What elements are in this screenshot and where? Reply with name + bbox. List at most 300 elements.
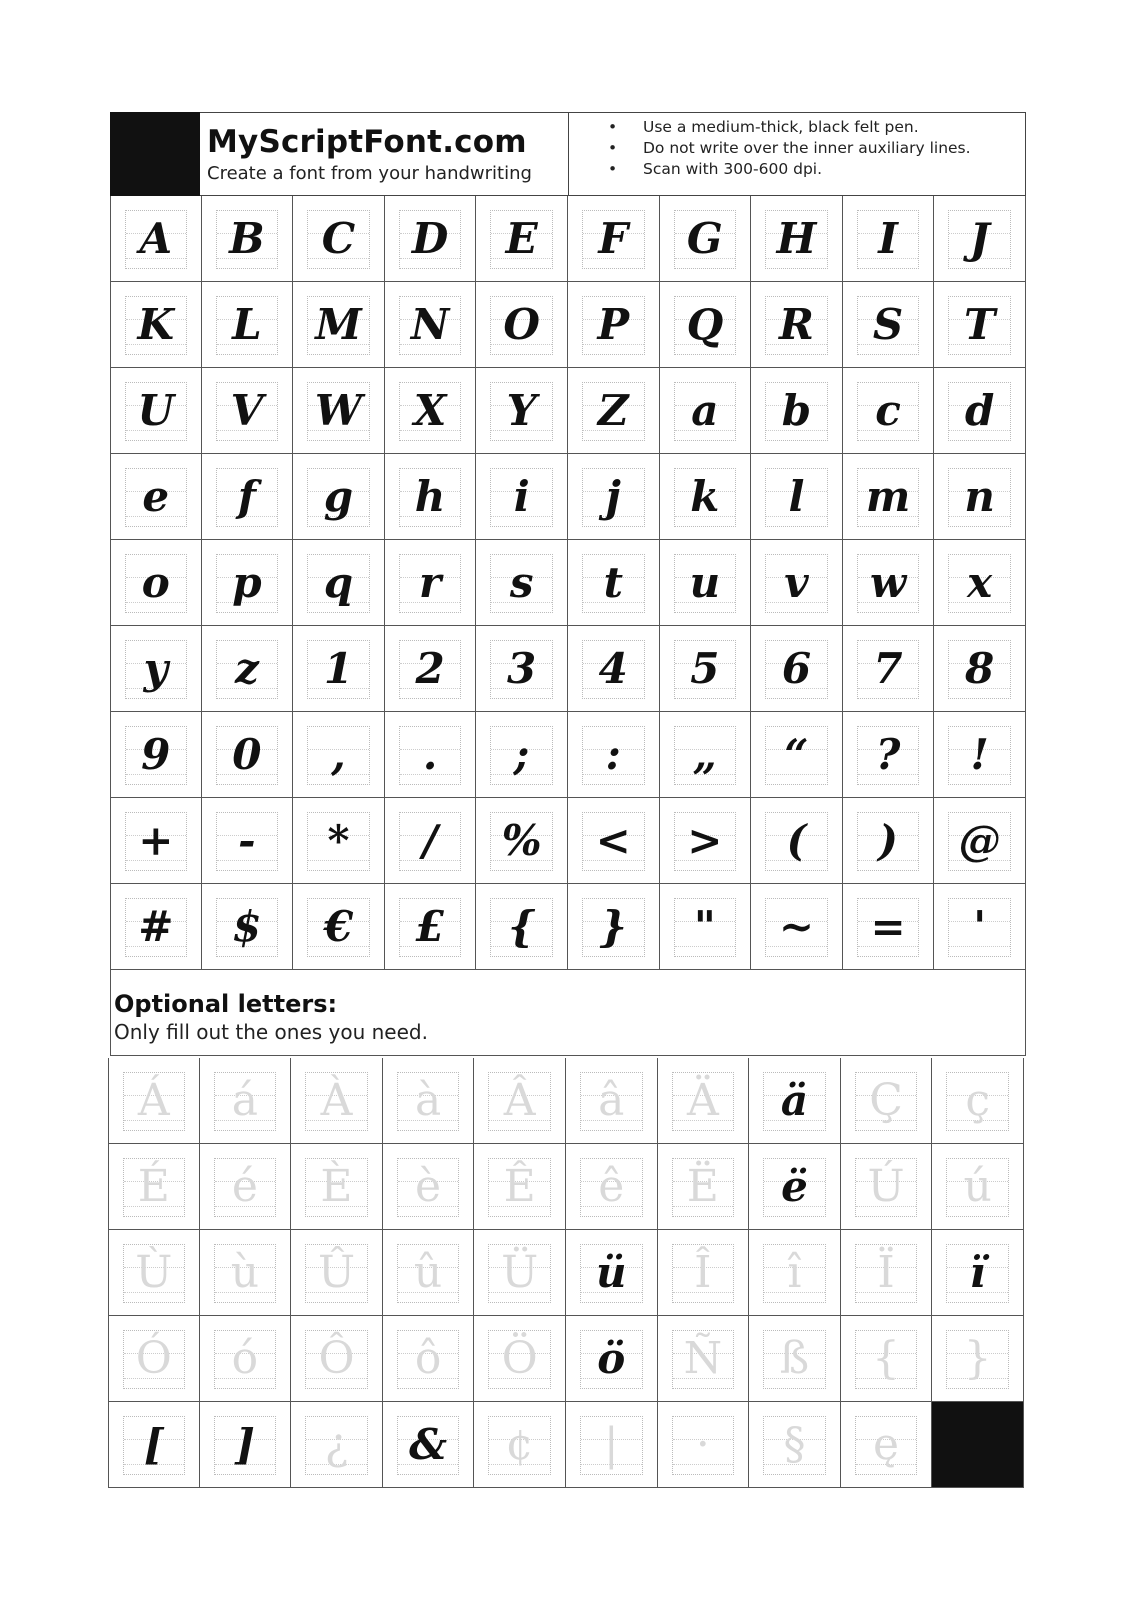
- grid-row: [108, 1144, 1024, 1230]
- glyph-cell: [202, 368, 294, 454]
- glyph-cell: [385, 454, 477, 540]
- template-glyph: ¿: [324, 1419, 349, 1470]
- glyph-cell: [202, 884, 294, 970]
- handwritten-glyph: :: [605, 730, 622, 779]
- glyph-cell: [291, 1230, 383, 1316]
- handwritten-glyph: {: [508, 902, 536, 951]
- glyph-cell: [291, 1144, 383, 1230]
- glyph-cell: [843, 368, 935, 454]
- template-glyph: Ô: [318, 1333, 355, 1384]
- handwritten-glyph: 2: [415, 644, 445, 693]
- template-glyph: ó: [231, 1333, 259, 1384]
- handwritten-glyph: l: [788, 472, 805, 521]
- handwritten-glyph: [: [143, 1420, 164, 1469]
- template-glyph: â: [598, 1075, 625, 1126]
- glyph-cell: [566, 1316, 658, 1402]
- glyph-cell: [749, 1402, 841, 1488]
- handwritten-glyph: 7: [873, 644, 903, 693]
- glyph-cell: [110, 626, 202, 712]
- glyph-cell: [566, 1144, 658, 1230]
- template-glyph: §: [783, 1419, 806, 1470]
- glyph-cell: [751, 626, 843, 712]
- grid-row: [110, 712, 1026, 798]
- glyph-cell: [843, 798, 935, 884]
- handwritten-glyph: O: [503, 300, 540, 349]
- glyph-cell: [110, 798, 202, 884]
- glyph-cell: [843, 884, 935, 970]
- bullet-icon: •: [608, 139, 618, 157]
- glyph-cell: [843, 626, 935, 712]
- glyph-cell: [476, 368, 568, 454]
- handwritten-glyph: ): [878, 816, 898, 865]
- template-glyph: Ç: [869, 1075, 903, 1126]
- handwritten-glyph: Z: [597, 386, 629, 435]
- optional-character-grid: [108, 1058, 1024, 1488]
- glyph-cell: [476, 884, 568, 970]
- instructions-list: [603, 117, 971, 180]
- template-glyph: Î: [694, 1247, 712, 1298]
- brand-tagline: Create a font from your handwriting: [207, 163, 532, 184]
- template-glyph: ç: [965, 1075, 990, 1126]
- glyph-cell: [932, 1230, 1024, 1316]
- glyph-cell: [658, 1230, 750, 1316]
- handwritten-glyph: €: [323, 902, 354, 951]
- handwritten-glyph: d: [964, 386, 995, 435]
- glyph-cell: [476, 454, 568, 540]
- handwritten-glyph: “: [784, 730, 809, 779]
- glyph-cell: [383, 1058, 475, 1144]
- instruction-item: • Scan with 300-600 dpi.: [608, 160, 823, 178]
- handwritten-glyph: %: [501, 816, 542, 865]
- handwritten-glyph: !: [970, 730, 989, 779]
- glyph-cell: [568, 540, 660, 626]
- handwritten-glyph: ;: [513, 730, 530, 779]
- handwritten-glyph: +: [138, 816, 174, 865]
- glyph-cell: [385, 626, 477, 712]
- template-glyph: û: [413, 1247, 443, 1298]
- glyph-cell: [568, 884, 660, 970]
- glyph-cell: [841, 1316, 933, 1402]
- glyph-cell: [476, 282, 568, 368]
- glyph-cell: [934, 540, 1026, 626]
- handwritten-glyph: U: [137, 386, 175, 435]
- handwritten-glyph: K: [137, 300, 175, 349]
- glyph-cell: [385, 282, 477, 368]
- optional-title: Optional letters:: [114, 990, 338, 1018]
- glyph-cell: [751, 540, 843, 626]
- glyph-cell: [383, 1316, 475, 1402]
- template-glyph: Ï: [877, 1247, 895, 1298]
- handwritten-glyph: 1: [323, 644, 354, 693]
- handwritten-glyph: G: [686, 214, 723, 263]
- glyph-cell: [291, 1402, 383, 1488]
- handwritten-glyph: v: [784, 558, 809, 607]
- template-glyph: ę: [873, 1419, 900, 1470]
- glyph-cell: [841, 1058, 933, 1144]
- glyph-cell: [385, 368, 477, 454]
- grid-row: [110, 454, 1026, 540]
- handwritten-glyph: 4: [598, 644, 628, 693]
- glyph-cell: [476, 540, 568, 626]
- template-glyph: Ä: [686, 1075, 719, 1126]
- grid-row: [110, 196, 1026, 282]
- instruction-item: • Use a medium-thick, black felt pen.: [608, 118, 919, 136]
- glyph-cell: [934, 712, 1026, 798]
- template-glyph: á: [231, 1075, 258, 1126]
- template-glyph: {: [872, 1333, 901, 1384]
- glyph-cell: [934, 196, 1026, 282]
- glyph-cell: [751, 282, 843, 368]
- template-glyph: É: [137, 1161, 170, 1212]
- handwritten-glyph: S: [872, 300, 904, 349]
- bullet-icon: •: [608, 118, 618, 136]
- glyph-cell: [934, 798, 1026, 884]
- glyph-cell: [474, 1058, 566, 1144]
- handwritten-glyph: *: [327, 816, 350, 865]
- handwritten-glyph: T: [964, 300, 996, 349]
- handwritten-glyph: ü: [595, 1248, 627, 1297]
- glyph-cell: [202, 540, 294, 626]
- glyph-cell: [934, 626, 1026, 712]
- glyph-cell: [934, 368, 1026, 454]
- glyph-cell: [658, 1402, 750, 1488]
- glyph-cell: [202, 454, 294, 540]
- template-glyph: È: [320, 1161, 353, 1212]
- glyph-cell: [291, 1316, 383, 1402]
- handwritten-glyph: g: [323, 472, 354, 521]
- optional-subtitle: Only fill out the ones you need.: [114, 1020, 428, 1044]
- glyph-cell: [110, 454, 202, 540]
- handwritten-glyph: ]: [234, 1420, 255, 1469]
- glyph-cell: [474, 1144, 566, 1230]
- handwritten-glyph: „: [692, 730, 717, 779]
- glyph-cell: [843, 454, 935, 540]
- handwritten-glyph: .: [422, 730, 438, 779]
- template-glyph: Ó: [135, 1333, 172, 1384]
- glyph-cell: [566, 1058, 658, 1144]
- handwritten-glyph: ä: [780, 1076, 809, 1125]
- glyph-cell: [108, 1230, 200, 1316]
- glyph-cell: [934, 884, 1026, 970]
- character-grid: [110, 196, 1026, 970]
- filled-corner-cell: [932, 1402, 1024, 1488]
- glyph-cell: [660, 368, 752, 454]
- glyph-cell: [841, 1402, 933, 1488]
- handwritten-glyph: ë: [781, 1162, 808, 1211]
- handwritten-glyph: /: [422, 816, 438, 865]
- handwritten-glyph: A: [139, 214, 173, 263]
- template-glyph: à: [414, 1075, 442, 1126]
- handwritten-glyph: $: [232, 902, 262, 951]
- handwritten-glyph: j: [605, 472, 621, 521]
- handwritten-glyph: ï: [969, 1248, 986, 1297]
- glyph-cell: [841, 1230, 933, 1316]
- handwritten-glyph: f: [237, 472, 256, 521]
- handwritten-glyph: D: [411, 214, 449, 263]
- grid-row: [108, 1058, 1024, 1144]
- glyph-cell: [751, 454, 843, 540]
- glyph-cell: [476, 626, 568, 712]
- template-glyph: Â: [503, 1075, 536, 1126]
- glyph-cell: [108, 1144, 200, 1230]
- handwritten-glyph: }: [599, 902, 627, 951]
- glyph-cell: [658, 1316, 750, 1402]
- glyph-cell: [934, 282, 1026, 368]
- glyph-cell: [658, 1144, 750, 1230]
- template-glyph: À: [320, 1075, 353, 1126]
- glyph-cell: [110, 884, 202, 970]
- handwritten-glyph: 3: [507, 644, 537, 693]
- glyph-cell: [660, 712, 752, 798]
- handwritten-glyph: #: [138, 902, 174, 951]
- glyph-cell: [293, 798, 385, 884]
- glyph-cell: [568, 798, 660, 884]
- handwritten-glyph: b: [781, 386, 812, 435]
- handwritten-glyph: i: [513, 472, 530, 521]
- glyph-cell: [932, 1316, 1024, 1402]
- glyph-cell: [383, 1402, 475, 1488]
- glyph-cell: [843, 196, 935, 282]
- glyph-cell: [383, 1144, 475, 1230]
- grid-row: [110, 626, 1026, 712]
- glyph-cell: [202, 196, 294, 282]
- glyph-cell: [660, 282, 752, 368]
- template-glyph: |: [603, 1419, 619, 1470]
- glyph-cell: [385, 540, 477, 626]
- template-glyph: Á: [137, 1075, 170, 1126]
- glyph-cell: [200, 1058, 292, 1144]
- handwritten-glyph: I: [878, 214, 898, 263]
- handwritten-glyph: o: [141, 558, 170, 607]
- glyph-cell: [568, 282, 660, 368]
- glyph-cell: [202, 712, 294, 798]
- handwritten-glyph: X: [413, 386, 447, 435]
- handwritten-glyph: h: [414, 472, 446, 521]
- handwritten-glyph: H: [776, 214, 817, 263]
- grid-row: [110, 368, 1026, 454]
- handwritten-glyph: 0: [232, 730, 262, 779]
- template-glyph: Ö: [501, 1333, 538, 1384]
- glyph-cell: [476, 196, 568, 282]
- glyph-cell: [202, 626, 294, 712]
- handwritten-glyph: 8: [965, 644, 995, 693]
- glyph-cell: [108, 1402, 200, 1488]
- template-glyph: ¢: [505, 1419, 534, 1470]
- handwritten-glyph: B: [229, 214, 265, 263]
- grid-row: [110, 884, 1026, 970]
- glyph-cell: [108, 1316, 200, 1402]
- handwritten-glyph: R: [779, 300, 814, 349]
- handwritten-glyph: e: [142, 472, 170, 521]
- handwritten-glyph: E: [505, 214, 538, 263]
- handwritten-glyph: F: [598, 214, 629, 263]
- handwritten-glyph: -: [238, 816, 256, 865]
- handwritten-glyph: @: [958, 816, 1001, 865]
- template-glyph: Û: [317, 1247, 356, 1298]
- handwritten-glyph: (: [786, 816, 807, 865]
- glyph-cell: [474, 1316, 566, 1402]
- handwritten-glyph: V: [230, 386, 264, 435]
- glyph-cell: [934, 454, 1026, 540]
- handwritten-glyph: y: [143, 644, 168, 693]
- handwritten-glyph: Q: [686, 300, 724, 349]
- grid-row: [110, 798, 1026, 884]
- handwritten-glyph: u: [689, 558, 721, 607]
- instruction-item: • Do not write over the inner auxiliary lines.: [608, 139, 971, 157]
- glyph-cell: [200, 1402, 292, 1488]
- glyph-cell: [202, 282, 294, 368]
- handwritten-glyph: >: [687, 816, 723, 865]
- glyph-cell: [932, 1058, 1024, 1144]
- grid-row: [110, 282, 1026, 368]
- handwritten-glyph: &: [409, 1420, 448, 1469]
- template-glyph: Ë: [686, 1161, 719, 1212]
- glyph-cell: [293, 282, 385, 368]
- template-glyph: ·: [695, 1419, 710, 1470]
- handwritten-glyph: q: [323, 558, 354, 607]
- handwritten-glyph: P: [597, 300, 630, 349]
- glyph-cell: [568, 454, 660, 540]
- template-glyph: Ù: [135, 1247, 173, 1298]
- glyph-cell: [932, 1144, 1024, 1230]
- handwritten-glyph: n: [964, 472, 995, 521]
- template-glyph: Ú: [867, 1161, 905, 1212]
- handwritten-glyph: ,: [331, 730, 346, 779]
- handwritten-glyph: £: [415, 902, 445, 951]
- handwritten-glyph: ö: [597, 1334, 626, 1383]
- grid-row: [110, 540, 1026, 626]
- handwritten-glyph: <: [595, 816, 631, 865]
- glyph-cell: [200, 1230, 292, 1316]
- handwritten-glyph: N: [410, 300, 450, 349]
- template-glyph: ú: [963, 1161, 992, 1212]
- glyph-cell: [841, 1144, 933, 1230]
- handwritten-glyph: k: [690, 472, 720, 521]
- glyph-cell: [751, 798, 843, 884]
- glyph-cell: [108, 1058, 200, 1144]
- handwritten-glyph: L: [232, 300, 262, 349]
- handwritten-glyph: Y: [506, 386, 537, 435]
- glyph-cell: [385, 196, 477, 282]
- handwritten-glyph: w: [869, 558, 907, 607]
- glyph-cell: [749, 1058, 841, 1144]
- handwritten-glyph: a: [691, 386, 719, 435]
- glyph-cell: [660, 884, 752, 970]
- template-glyph: è: [415, 1161, 442, 1212]
- glyph-cell: [293, 540, 385, 626]
- glyph-cell: [749, 1316, 841, 1402]
- handwritten-glyph: m: [865, 472, 911, 521]
- handwritten-glyph: c: [875, 386, 901, 435]
- corner-marker: [110, 112, 200, 196]
- handwritten-glyph: C: [321, 214, 356, 263]
- handwritten-glyph: s: [509, 558, 534, 607]
- grid-row: [108, 1316, 1024, 1402]
- glyph-cell: [385, 712, 477, 798]
- glyph-cell: [568, 368, 660, 454]
- bullet-icon: •: [608, 160, 618, 178]
- glyph-cell: [749, 1230, 841, 1316]
- glyph-cell: [660, 626, 752, 712]
- handwritten-glyph: 5: [690, 644, 720, 693]
- glyph-cell: [568, 626, 660, 712]
- handwritten-glyph: 6: [781, 644, 812, 693]
- glyph-cell: [385, 798, 477, 884]
- handwritten-glyph: r: [419, 558, 442, 607]
- template-glyph: Ê: [503, 1161, 536, 1212]
- glyph-cell: [843, 282, 935, 368]
- template-glyph: ù: [230, 1247, 260, 1298]
- template-glyph: ß: [779, 1333, 810, 1384]
- glyph-cell: [293, 712, 385, 798]
- glyph-cell: [660, 540, 752, 626]
- glyph-cell: [751, 884, 843, 970]
- handwritten-glyph: 9: [141, 730, 171, 779]
- handwritten-glyph: ~: [778, 902, 815, 951]
- handwritten-glyph: ': [973, 902, 987, 951]
- glyph-cell: [568, 712, 660, 798]
- glyph-cell: [749, 1144, 841, 1230]
- glyph-cell: [110, 712, 202, 798]
- glyph-cell: [293, 368, 385, 454]
- grid-row: [108, 1402, 1024, 1488]
- glyph-cell: [843, 540, 935, 626]
- glyph-cell: [474, 1402, 566, 1488]
- glyph-cell: [476, 712, 568, 798]
- handwritten-glyph: p: [232, 558, 262, 607]
- template-glyph: ê: [598, 1161, 625, 1212]
- glyph-cell: [293, 884, 385, 970]
- glyph-cell: [660, 798, 752, 884]
- template-glyph: é: [231, 1161, 258, 1212]
- template-glyph: ô: [414, 1333, 442, 1384]
- glyph-cell: [293, 196, 385, 282]
- handwritten-glyph: W: [314, 386, 363, 435]
- glyph-cell: [293, 626, 385, 712]
- handwritten-glyph: =: [870, 902, 906, 951]
- handwritten-glyph: ": [693, 902, 716, 951]
- glyph-cell: [385, 884, 477, 970]
- glyph-cell: [383, 1230, 475, 1316]
- glyph-cell: [474, 1230, 566, 1316]
- glyph-cell: [110, 282, 202, 368]
- template-glyph: }: [963, 1333, 992, 1384]
- glyph-cell: [751, 196, 843, 282]
- handwritten-glyph: ?: [875, 730, 901, 779]
- glyph-cell: [110, 196, 202, 282]
- handwritten-glyph: z: [234, 644, 259, 693]
- template-glyph: Ñ: [683, 1333, 723, 1384]
- glyph-cell: [293, 454, 385, 540]
- glyph-cell: [658, 1058, 750, 1144]
- glyph-cell: [110, 368, 202, 454]
- glyph-cell: [566, 1402, 658, 1488]
- glyph-cell: [566, 1230, 658, 1316]
- glyph-cell: [476, 798, 568, 884]
- glyph-cell: [200, 1144, 292, 1230]
- glyph-cell: [291, 1058, 383, 1144]
- grid-row: [108, 1230, 1024, 1316]
- template-glyph: î: [787, 1247, 802, 1298]
- glyph-cell: [751, 712, 843, 798]
- handwritten-glyph: M: [315, 300, 362, 349]
- glyph-cell: [660, 454, 752, 540]
- glyph-cell: [568, 196, 660, 282]
- glyph-cell: [660, 196, 752, 282]
- glyph-cell: [202, 798, 294, 884]
- glyph-cell: [110, 540, 202, 626]
- brand-title: MyScriptFont.com: [207, 124, 527, 160]
